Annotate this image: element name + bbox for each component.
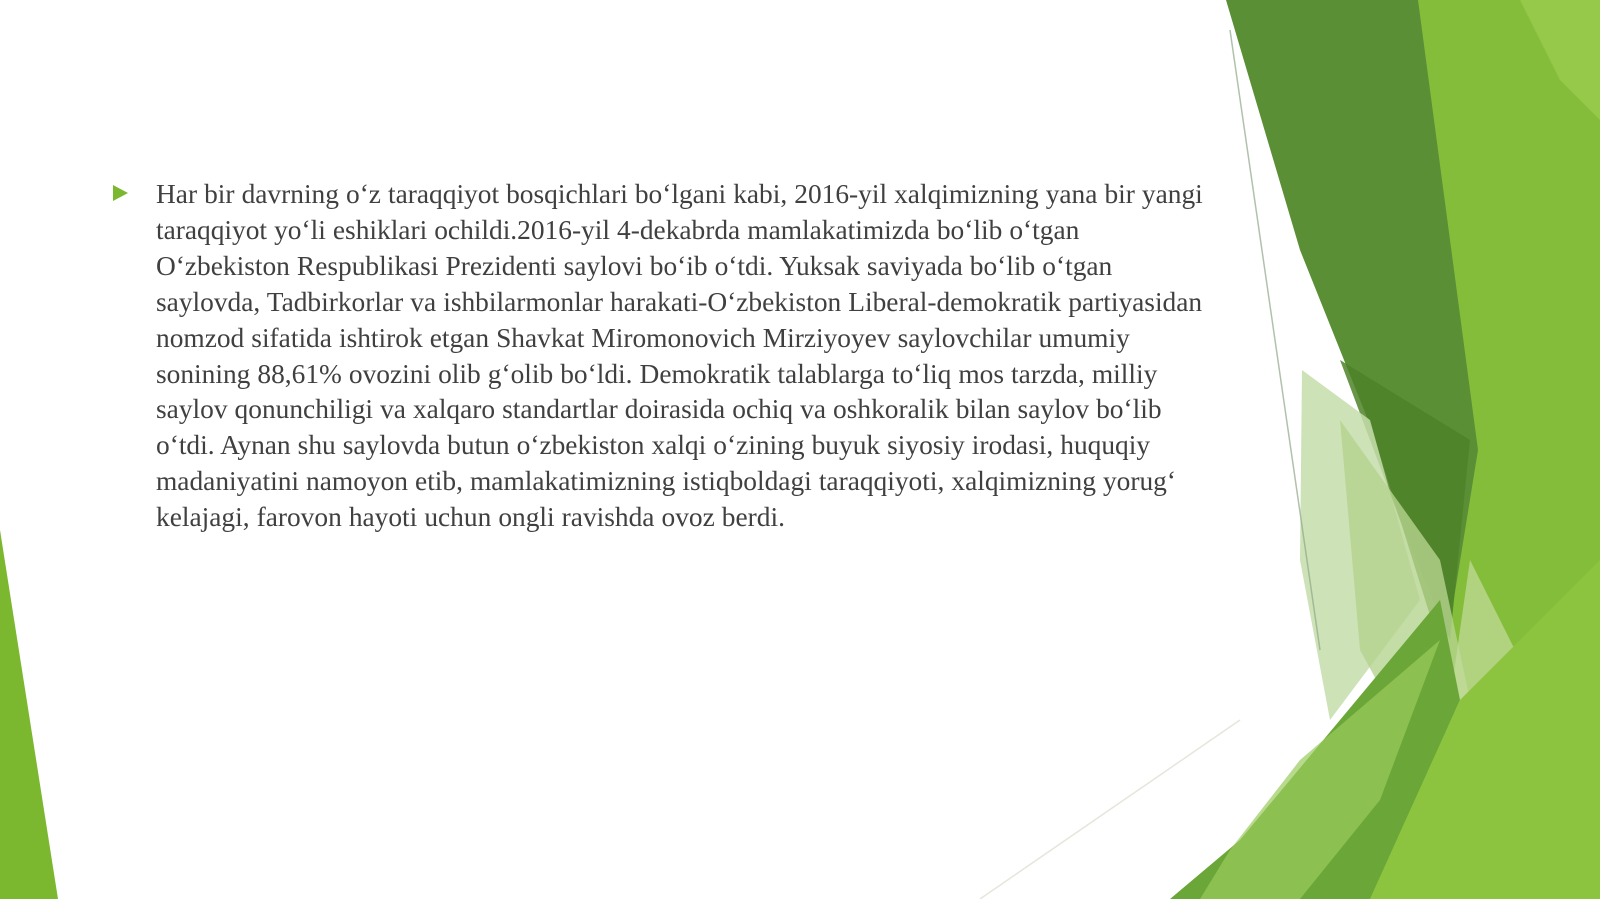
triangle-bullet-icon <box>110 183 130 203</box>
left-green-strip <box>0 530 58 899</box>
thin-line-2 <box>980 720 1240 899</box>
content-block <box>110 177 1210 536</box>
bullet-marker <box>110 177 156 203</box>
body-paragraph: Har bir davrning o‘z taraqqiyot bosqichlari bo‘lgani kabi, 2016-yil xalqimizning yana bir yangi taraqqiyot yo‘li eshiklari ochildi.2016-yil 4-dekabrda mamlakatimizda bo‘lib o‘tgan O‘zbekiston Respublikasi Prezidenti saylovi bo‘ib o‘tdi. Yuksak saviyada bo‘lib o‘tgan saylovda, Tadbirkorlar va ishbilarmonlar harakati-O‘zbekiston Liberal-demokratik partiyasidan nomzod sifatida ishtirok etgan Shavkat Miromonovich Mirziyoyev saylovchilar umumiy sonining 88,61% ovozini olib g‘olib bo‘ldi. Demokratik talablarga to‘liq mos tarzda, milliy saylov qonunchiligi va xalqaro standartlar doirasida ochiq va oshkoralik bilan saylov bo‘lib o‘tdi. Aynan shu saylovda butun o‘zbekiston xalqi o‘zining buyuk siyosiy irodasi, huquqiy madaniyatini namoyon etib, mamlakatimizning istiqboldagi taraqqiyoti, xalqimizning yorug‘ kelajagi, farovon hayoti uchun ongli ravishda ovoz berdi. <box>156 179 1203 533</box>
